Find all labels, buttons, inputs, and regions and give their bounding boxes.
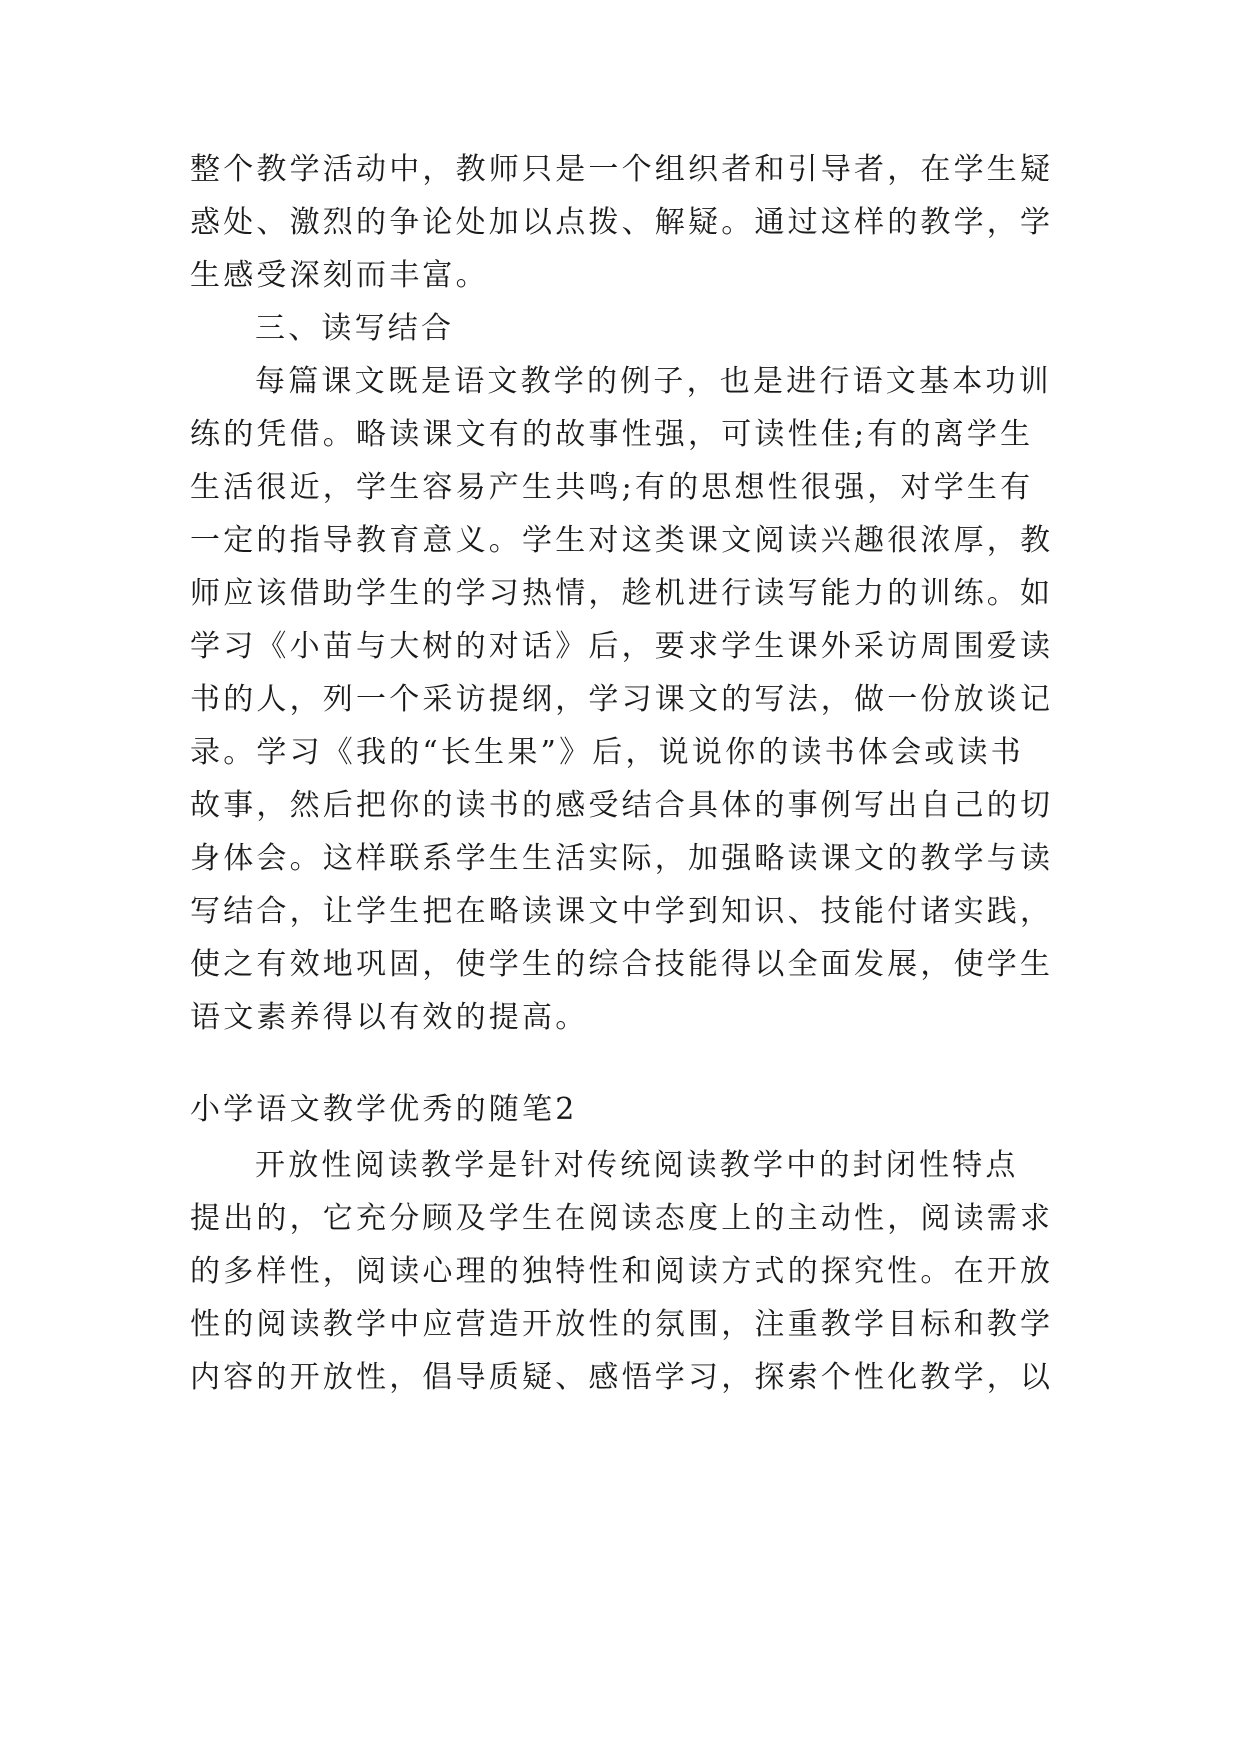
paragraph-line: 师应该借助学生的学习热情，趁机进行读写能力的训练。如: [190, 576, 1054, 611]
paragraph-line: 开放性阅读教学是针对传统阅读教学中的封闭性特点: [255, 1148, 1019, 1183]
paragraph-line: 提出的，它充分顾及学生在阅读态度上的主动性，阅读需求: [190, 1201, 1054, 1236]
article-title: 小学语文教学优秀的随笔2: [190, 1092, 578, 1127]
paragraph-line: 使之有效地巩固，使学生的综合技能得以全面发展，使学生: [190, 947, 1054, 982]
paragraph-line: 整个教学活动中，教师只是一个组织者和引导者，在学生疑: [190, 152, 1054, 187]
paragraph-line: 内容的开放性，倡导质疑、感悟学习，探索个性化教学，以: [190, 1360, 1054, 1395]
paragraph-line: 生活很近，学生容易产生共鸣;有的思想性很强，对学生有: [190, 470, 1034, 505]
paragraph-line: 每篇课文既是语文教学的例子，也是进行语文基本功训: [255, 364, 1052, 399]
paragraph-line: 生感受深刻而丰富。: [190, 258, 489, 293]
paragraph-line: 写结合，让学生把在略读课文中学到知识、技能付诸实践，: [190, 894, 1054, 929]
paragraph-line: 性的阅读教学中应营造开放性的氛围，注重教学目标和教学: [190, 1307, 1054, 1342]
paragraph-line: 惑处、激烈的争论处加以点拨、解疑。通过这样的教学，学: [190, 205, 1054, 240]
paragraph-line: 学习《小苗与大树的对话》后，要求学生课外采访周围爱读: [190, 629, 1054, 664]
paragraph-line: 录。学习《我的“长生果”》后，说说你的读书体会或读书: [190, 735, 1024, 770]
paragraph-line: 的多样性，阅读心理的独特性和阅读方式的探究性。在开放: [190, 1254, 1054, 1289]
paragraph-line: 书的人，列一个采访提纲，学习课文的写法，做一份放谈记: [190, 682, 1054, 717]
paragraph-line: 练的凭借。略读课文有的故事性强，可读性佳;有的离学生: [190, 417, 1034, 452]
paragraph-line: 身体会。这样联系学生生活实际，加强略读课文的教学与读: [190, 841, 1054, 876]
paragraph-line: 一定的指导教育意义。学生对这类课文阅读兴趣很浓厚，教: [190, 523, 1054, 558]
paragraph-line: 语文素养得以有效的提高。: [190, 1000, 589, 1035]
paragraph-line: 故事，然后把你的读书的感受结合具体的事例写出自己的切: [190, 788, 1054, 823]
section-heading: 三、读写结合: [255, 311, 455, 346]
